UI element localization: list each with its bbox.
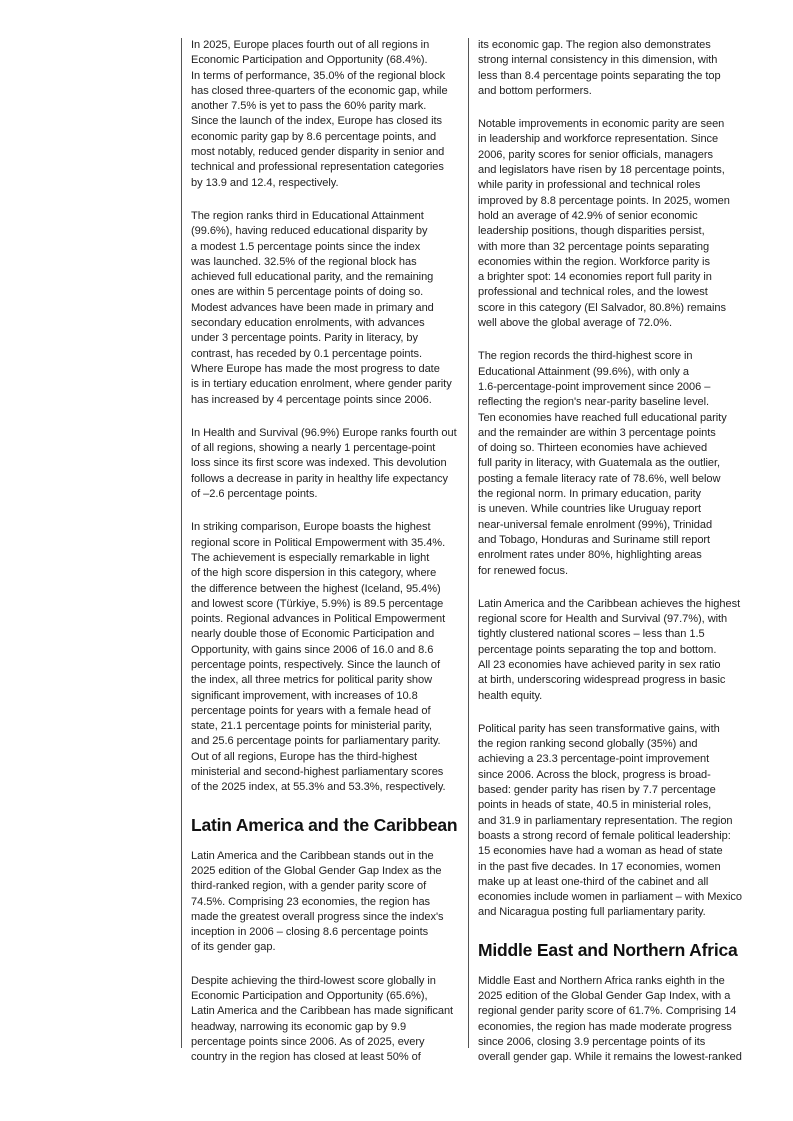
latin-america-leadership-paragraph: Notable improvements in economic parity are seen in leadership and workforce representation. Since 2006, parity scores for senior officials, managers and legislators have risen by 18 percentage points, while parity in professional and technical roles improved by 8.8 percentage points. In 2025, women hold an average of 42.9% of senior economic leadership positions, though disparities persist, with more than 32 percentage points separating economies within the region. Workforce parity is a brighter spot: 14 economies report full parity in professional and technical roles, and the lowest score in this category (El Salvador, 80.8%) remains well above the global average of 72.0%. xyxy=(478,118,730,330)
europe-education-paragraph: The region ranks third in Educational Attainment (99.6%), having reduced educational disparity by a modest 1.5 percentage points since the index was launched. 32.5% of the regional block has achieved full educational parity, and the remaining ones are within 5 percentage points of doing so. Modest advances have been made in primary and secondary education enrolments, with advances under 3 percentage points. Parity in literacy, by contrast, has receded by 0.1 percentage points. Where Europe has made the most progress to date is in tertiary education enrolment, where gender parity has increased by 4 percentage points since 2006. xyxy=(191,209,452,406)
europe-health-paragraph: In Health and Survival (96.9%) Europe ranks fourth out of all regions, showing a nearly 1 percentage-point loss since its first score was indexed. This devolution follows a decrease in parity in healthy life expectancy of –2.6 percentage points. xyxy=(191,426,457,501)
latin-america-health-paragraph: Latin America and the Caribbean achieves the highest regional score for Health and Survival (97.7%), with tightly clustered national scores – less than 1.5 percentage points separating the top and bottom. All 23 economies have achieved parity in sex ratio at birth, underscoring widespread progress in basic health equity. xyxy=(478,597,741,702)
mena-intro-paragraph: Middle East and Northern Africa ranks eighth in the 2025 edition of the Global Gender Gap Index, with a regional gender parity score of 61.7%. Comprising 14 economies, the region has made moderate progress since 2006, closing 3.9 percentage points of its overall gender gap. While it remains the lowest-ranked xyxy=(478,974,742,1064)
right-column xyxy=(468,38,750,1064)
europe-economic-paragraph: In 2025, Europe places fourth out of all regions in Economic Participation and Opportunity (68.4%). In terms of performance, 35.0% of the regional block has closed three-quarters of the economic gap, while another 7.5% is yet to pass the 60% parity mark. Since the launch of the index, Europe has closed its economic parity gap by 8.6 percentage points, and most notably, reduced gender disparity in senior and technical and professional representation categories by 13.9 and 12.4, respectively. xyxy=(191,39,448,189)
latin-america-intro-paragraph: Latin America and the Caribbean stands out in the 2025 edition of the Global Gender Gap Index as the third-ranked region, with a gender parity score of 74.5%. Comprising 23 economies, the region has made the greatest overall progress since the index's inception in 2006 – closing 8.6 percentage points of its gender gap. xyxy=(191,849,444,954)
latin-america-economic-continued-paragraph: its economic gap. The region also demonstrates strong internal consistency in this dimension, with less than 8.4 percentage points separating the top and bottom performers. xyxy=(478,39,721,97)
left-column xyxy=(181,38,463,1064)
mena-heading: Middle East and Northern Africa xyxy=(478,939,738,960)
latin-america-education-paragraph: The region records the third-highest score in Educational Attainment (99.6%), with only a 1.6-percentage-point improvement since 2006 – reflecting the region's near-parity baseline level. Ten economies have reached full educational parity and the remainder are within 3 percentage points of doing so. Thirteen economies have achieved full parity in literacy, with Guatemala as the outlier, posting a female literacy rate of 78.6%, well below the regional norm. In primary education, parity is uneven. While countries like Uruguay report near-universal female enrolment (99%), Trinidad and Tobago, Honduras and Suriname still report enrolment rates under 80%, highlighting areas for renewed focus. xyxy=(478,350,727,577)
latin-america-economic-paragraph: Despite achieving the third-lowest score globally in Economic Participation and Opportunity (65.6%), Latin America and the Caribbean has made significant headway, narrowing its economic gap by 9.9 percentage points since 2006. As of 2025, every country in the region has closed at least 50% of xyxy=(191,974,454,1064)
latin-america-heading: Latin America and the Caribbean xyxy=(191,814,458,835)
europe-political-paragraph: In striking comparison, Europe boasts the highest regional score in Political Empowerment with 35.4%. The achievement is especially remarkable in light of the high score dispersion in this category, where the difference between the highest (Iceland, 95.4%) and lowest score (Türkiye, 5.9%) is 89.5 percentage points. Regional advances in Political Empowerment nearly double those of Economic Participation and Opportunity, with gains since 2006 of 16.0 and 8.6 percentage points, respectively. Since the launch of the index, all three metrics for political parity show significant improvement, with increases of 10.8 percentage points for years with a female head of state, 21.1 percentage points for ministerial parity, and 25.6 percentage points for parliamentary parity. Out of all regions, Europe has the third-highest ministerial and second-highest parliamentary scores of the 2025 index, at 55.3% and 53.3%, respectively. xyxy=(191,521,446,794)
latin-america-political-paragraph: Political parity has seen transformative gains, with the region ranking second globally (35%) and achieving a 23.3 percentage-point improvement since 2006. Across the block, progress is broad- based: gender parity has risen by 7.7 percentage points in heads of state, 40.5 in ministerial roles, and 31.9 in parliamentary representation. The region boasts a strong record of female political leadership: 15 economies have had a woman as head of state in the past five decades. In 17 economies, women make up at least one-third of the cabinet and all economies include women in parliament – with Mexico and Nicaragua posting full parliamentary parity. xyxy=(478,722,742,919)
